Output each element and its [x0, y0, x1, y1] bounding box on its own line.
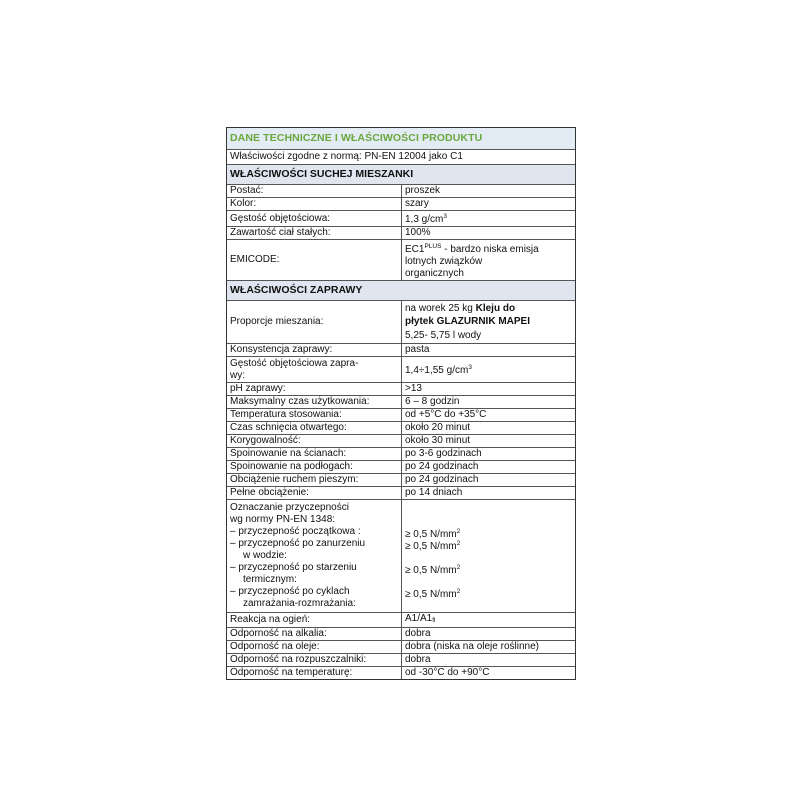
row-value [402, 613, 576, 628]
dry-mix-header: WŁAŚCIWOŚCI SUCHEJ MIESZANKI [227, 165, 575, 185]
table-row [227, 240, 575, 281]
adhesion-value-exp: 2 [456, 528, 461, 535]
row-value: po 24 godzinach [402, 461, 576, 474]
row-value: 6 – 8 godzin [402, 396, 576, 409]
row-value: od -30°C do +90°C [405, 667, 490, 678]
emicode-plus: PLUS [424, 242, 442, 250]
adhesion-item-label: – przyczepność początkowa : [230, 526, 361, 537]
row-label: Reakcja na ogień: [227, 613, 402, 628]
mixing-line1: na worek 25 kg [405, 303, 476, 314]
emicode-desc-line3: organicznych [405, 267, 464, 279]
row-label [227, 357, 402, 383]
adhesion-value-text: ≥ 0,5 N/mm [405, 541, 457, 552]
adhesion-item-label-cont: termicznym: [243, 574, 297, 585]
table-row [227, 500, 575, 613]
mortar-density-exponent: 3 [468, 364, 472, 371]
adhesion-value [405, 562, 573, 574]
adhesion-value-exp: 2 [456, 564, 461, 571]
row-label: Temperatura stosowania: [227, 409, 402, 422]
row-label: Proporcje mieszania: [227, 301, 402, 344]
table-row [227, 301, 575, 344]
mortar-table [227, 301, 575, 679]
table-row [227, 448, 575, 461]
emicode-desc-line2: lotnych związków [405, 255, 483, 267]
row-value: pasta [402, 344, 576, 357]
row-value: proszek [402, 185, 576, 198]
adhesion-value-text: ≥ 0,5 N/mm [405, 529, 457, 540]
row-value: dobra [402, 654, 576, 667]
row-label: Obciążenie ruchem pieszym: [227, 474, 402, 487]
row-label: Odporność na oleje: [227, 641, 402, 654]
row-label: Spoinowanie na ścianach: [227, 448, 402, 461]
table-row [227, 435, 575, 448]
table-row [227, 198, 575, 211]
row-label: Odporność na alkalia: [227, 628, 402, 641]
mortar-density-value: 1,4÷1,55 g/cm [405, 365, 469, 376]
table-row [227, 409, 575, 422]
row-value: dobra (niska na oleje roślinne) [402, 641, 576, 654]
adhesion-item-label: – przyczepność po cyklach [230, 586, 350, 597]
row-value [402, 357, 576, 383]
row-label: Zawartość ciał stałych: [227, 227, 402, 240]
table-row [227, 227, 575, 240]
adhesion-value-exp: 2 [456, 540, 461, 547]
mixing-water: 5,25- 5,75 l wody [405, 330, 482, 341]
row-label: Spoinowanie na podłogach: [227, 461, 402, 474]
row-value: szary [402, 198, 576, 211]
density-label-line1: Gęstość objętościowa zapra- [230, 357, 359, 369]
adhesion-value-text: ≥ 0,5 N/mm [405, 565, 457, 576]
row-value: około 20 minut [402, 422, 576, 435]
row-label: pH zaprawy: [227, 383, 402, 396]
row-label: Odporność na rozpuszczalniki: [227, 654, 402, 667]
row-value: >13 [402, 383, 576, 396]
adhesion-value [405, 526, 573, 538]
emicode-class: EC1 [405, 243, 425, 255]
row-label: Kolor: [227, 198, 402, 211]
adhesion-value [405, 538, 573, 550]
row-value: po 14 dniach [402, 487, 576, 500]
row-label: EMICODE: [227, 240, 402, 281]
fire-class: A1/A1 [405, 613, 433, 624]
mixing-product-name: płytek GLAZURNIK MAPEI [405, 316, 531, 327]
table-row [227, 461, 575, 474]
adhesion-value-text: ≥ 0,5 N/mm [405, 589, 457, 600]
adhesion-head-line2: wg normy PN-EN 1348: [230, 514, 336, 525]
table-row [227, 383, 575, 396]
table-row [227, 396, 575, 409]
table-row [227, 422, 575, 435]
adhesion-values [402, 500, 576, 613]
row-value [402, 240, 576, 281]
sheet-title: DANE TECHNICZNE I WŁAŚCIWOŚCI PRODUKTU [227, 128, 575, 150]
norm-line: Właściwości zgodne z normą: PN-EN 12004 jako C1 [227, 150, 575, 165]
mixing-product-bold: Kleju do [475, 303, 516, 314]
adhesion-item-label-cont: zamrażania-rozmrażania: [243, 598, 356, 609]
adhesion-value [405, 586, 573, 598]
row-label: Konsystencja zaprawy: [227, 344, 402, 357]
row-label: Czas schnięcia otwartego: [227, 422, 402, 435]
row-value: 100% [402, 227, 576, 240]
table-row [227, 357, 575, 383]
row-label: Postać: [227, 185, 402, 198]
row-label: Pełne obciążenie: [227, 487, 402, 500]
table-row [227, 641, 575, 654]
table-row [227, 487, 575, 500]
adhesion-labels [227, 500, 402, 613]
table-row [227, 185, 575, 198]
table-row [227, 654, 575, 667]
row-value: dobra [402, 628, 576, 641]
adhesion-item-label: – przyczepność po zanurzeniu [230, 538, 366, 549]
row-value: po 24 godzinach [402, 474, 576, 487]
row-value: około 30 minut [402, 435, 576, 448]
dry-mix-table [227, 185, 575, 281]
table-row [227, 613, 575, 628]
row-value: od +5°C do +35°C [402, 409, 576, 422]
row-value: po 3-6 godzinach [402, 448, 576, 461]
technical-data-sheet [226, 127, 576, 680]
table-row [227, 344, 575, 357]
density-value: 1,3 g/cm [405, 214, 444, 225]
row-label: Odporność na temperaturę: [227, 667, 402, 680]
adhesion-value-exp: 2 [456, 588, 461, 595]
table-row [227, 474, 575, 487]
fire-class-sub: fl [432, 617, 436, 624]
row-value [402, 301, 576, 344]
density-label-line2: wy: [230, 369, 245, 381]
adhesion-head-line1: Oznaczanie przyczepności [230, 502, 349, 513]
table-row [227, 628, 575, 641]
table-row [227, 667, 575, 680]
adhesion-item-label: – przyczepność po starzeniu [230, 562, 357, 573]
table-row [227, 211, 575, 227]
row-label: Maksymalny czas użytkowania: [227, 396, 402, 409]
adhesion-item-label-cont: w wodzie: [243, 550, 287, 561]
row-label: Korygowalność: [227, 435, 402, 448]
mortar-header: WŁAŚCIWOŚCI ZAPRAWY [227, 281, 575, 301]
row-label: Gęstość objętościowa: [227, 211, 402, 227]
emicode-desc: - bardzo niska emisja [441, 243, 539, 255]
density-unit-exponent: 3 [443, 213, 447, 220]
row-value [402, 211, 576, 227]
